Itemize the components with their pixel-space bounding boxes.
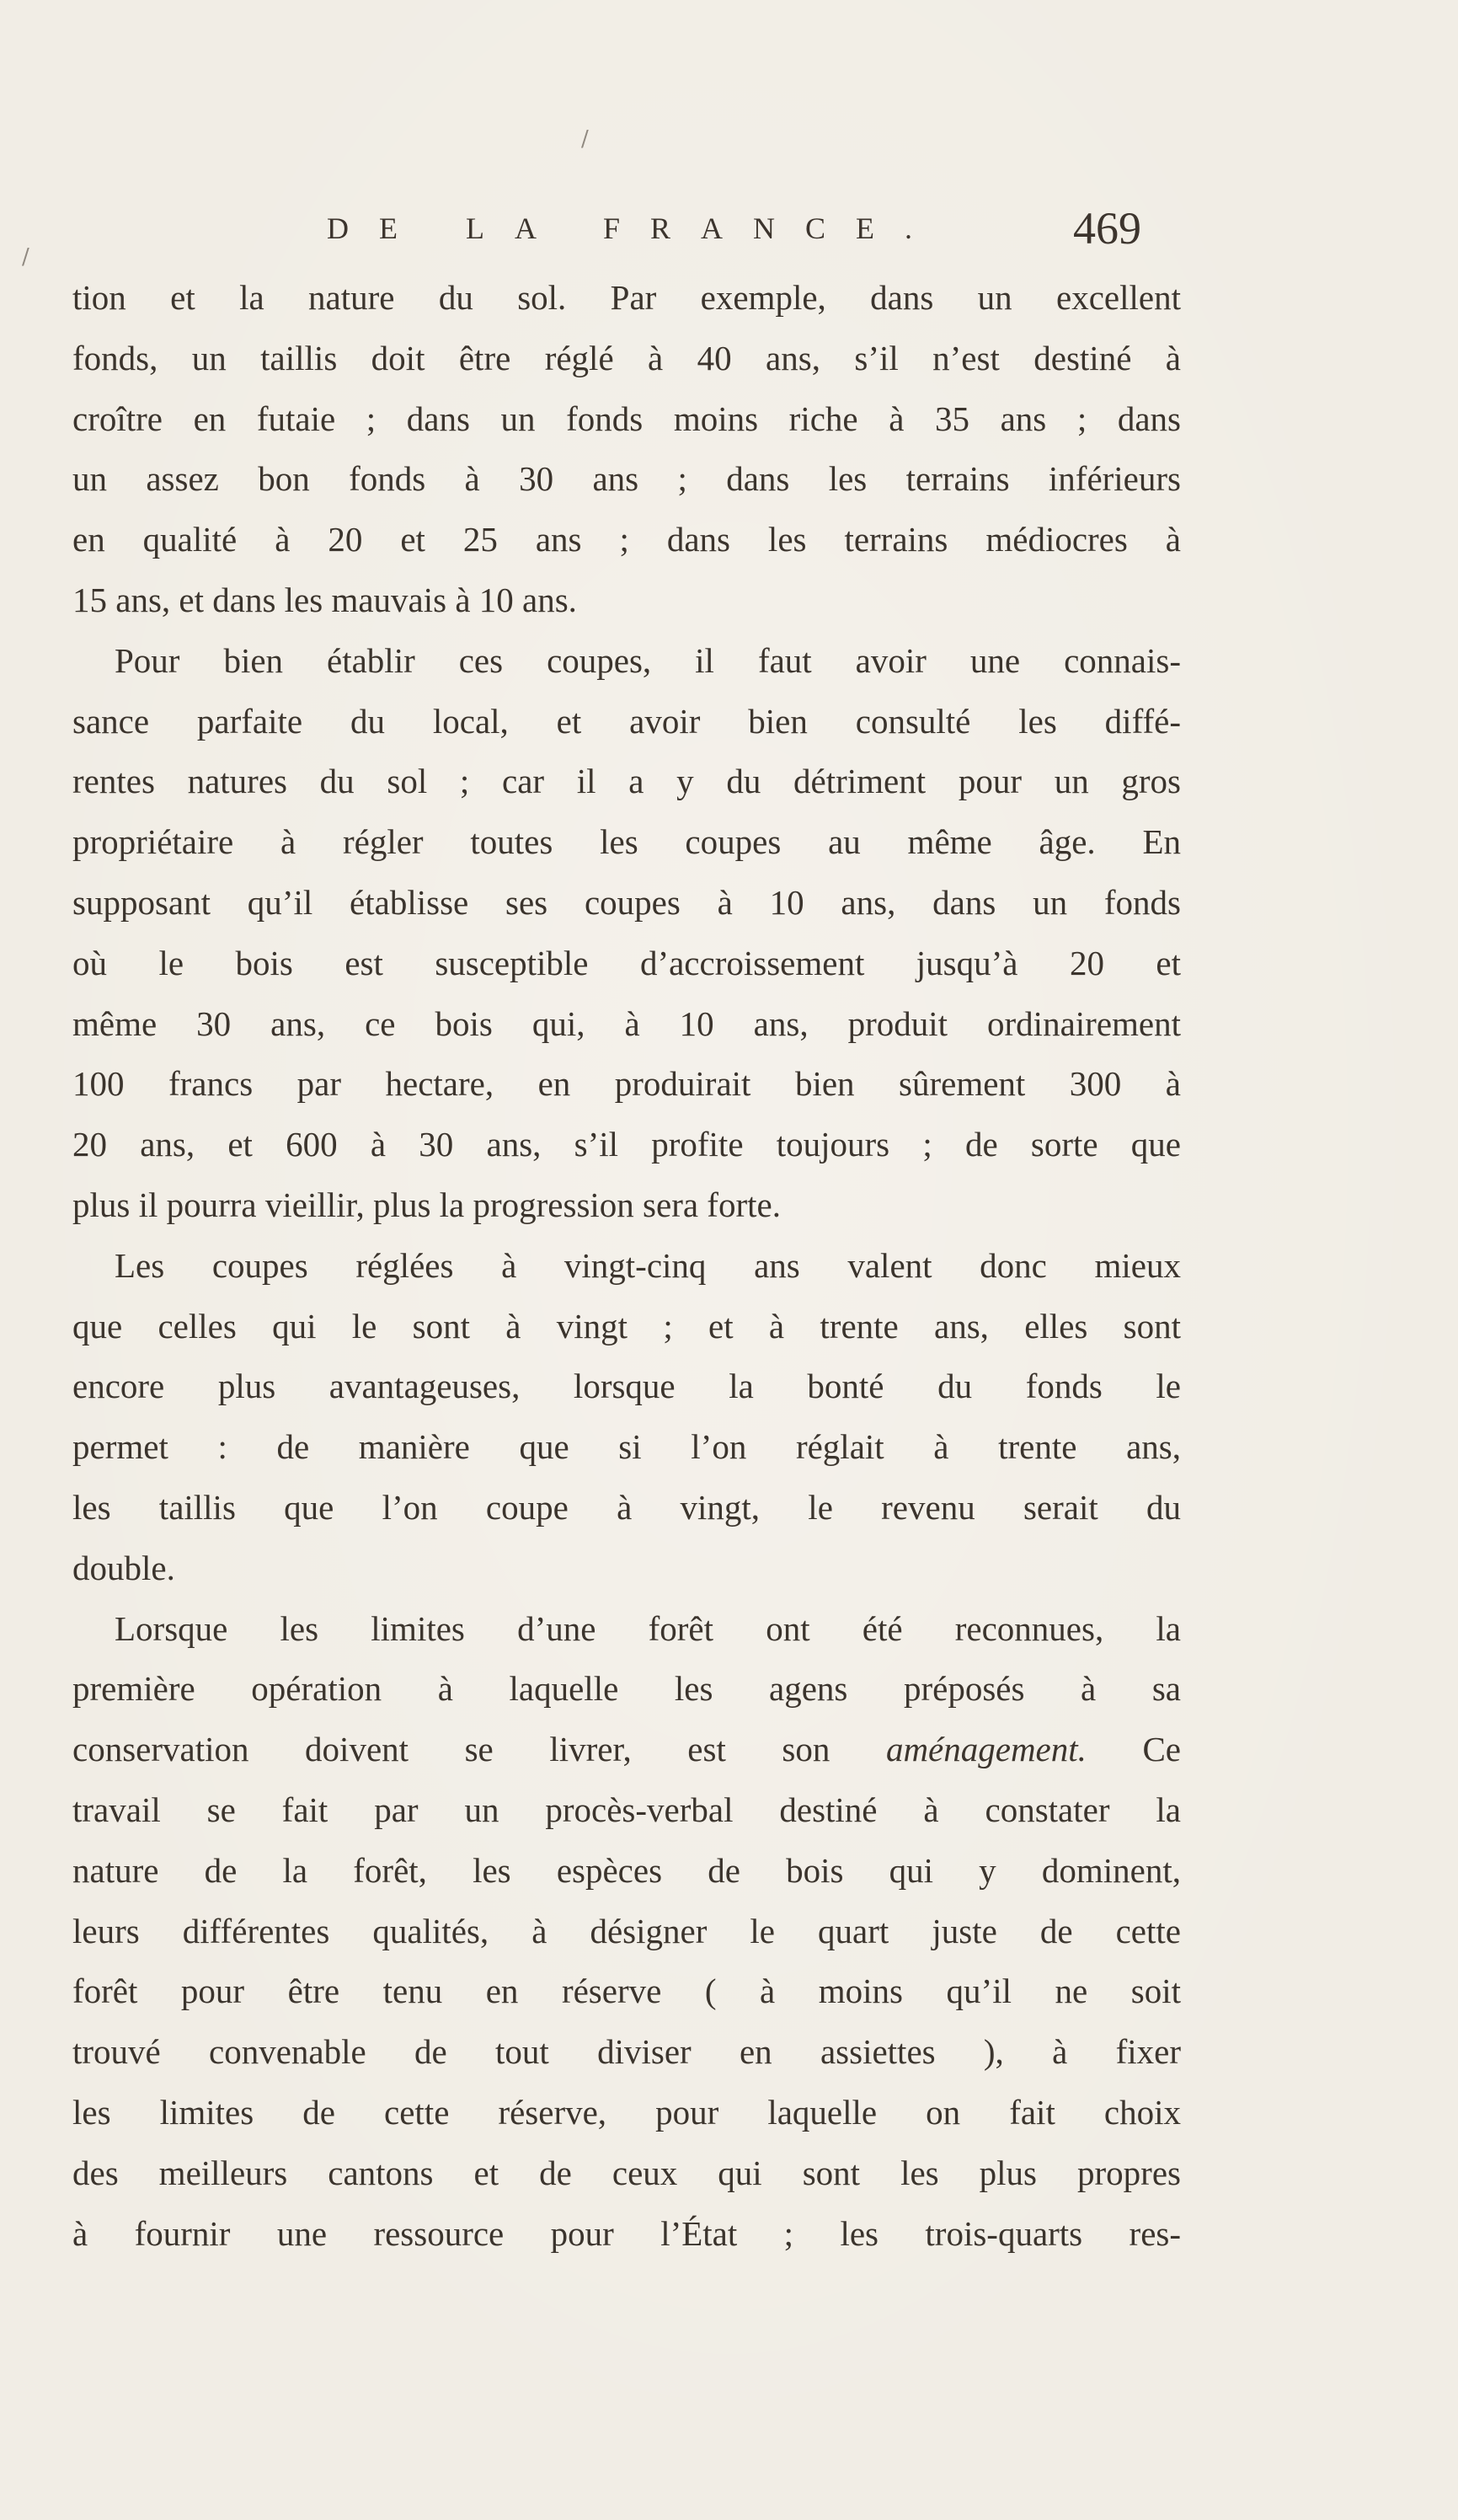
- text-run: conservation doivent se livrer, est son: [72, 1730, 886, 1769]
- text-line: 20 ans, et 600 à 30 ans, s’il profite toujours ; de sorte que: [72, 1125, 1181, 1164]
- stray-mark-top: /: [581, 126, 589, 152]
- text-line: forêt pour être tenu en réserve ( à moins qu’il ne soit: [72, 1972, 1181, 2011]
- stray-mark-left: /: [22, 244, 29, 270]
- text-line: leurs différentes qualités, à désigner le quart juste de cette: [72, 1911, 1181, 1950]
- text-line: première opération à laquelle les agens préposés à sa: [72, 1669, 1181, 1709]
- text-line: sance parfaite du local, et avoir bien consulté les diffé-: [72, 701, 1181, 741]
- text-line: double.: [72, 1548, 175, 1587]
- page-number: 469: [1073, 203, 1141, 254]
- text-line: des meilleurs cantons et de ceux qui sont les plus propres: [72, 2153, 1181, 2192]
- text-line: encore plus avantageuses, lorsque la bonté du fonds le: [72, 1367, 1181, 1406]
- text-line: à fournir une ressource pour l’État ; les trois-quarts res-: [72, 2213, 1181, 2253]
- text-line: rentes natures du sol ; car il a y du détriment pour un gros: [72, 762, 1181, 801]
- italic-term: aménagement.: [885, 1730, 1087, 1769]
- text-line: croître en futaie ; dans un fonds moins riche à 35 ans ; dans: [72, 399, 1181, 438]
- text-line: trouvé convenable de tout diviser en assiettes ), à fixer: [72, 2032, 1181, 2072]
- running-head: [74, 202, 1169, 261]
- text-line: propriétaire à régler toutes les coupes au même âge. En: [72, 822, 1181, 862]
- text-line: Les coupes réglées à vingt-cinq ans valent donc mieux: [115, 1245, 1181, 1285]
- text-line: plus il pourra vieillir, plus la progression sera forte.: [72, 1185, 781, 1224]
- text-line-with-italic: [72, 1720, 1181, 1780]
- text-line: où le bois est susceptible d’accroissement jusqu’à 20 et: [72, 943, 1181, 982]
- text-line: en qualité à 20 et 25 ans ; dans les terrains médiocres à: [72, 520, 1181, 559]
- body-text: [72, 268, 1181, 2264]
- text-run: Ce: [1086, 1730, 1182, 1769]
- text-line: nature de la forêt, les espèces de bois qui y dominent,: [72, 1850, 1181, 1890]
- text-line: tion et la nature du sol. Par exemple, dans un excellent: [72, 278, 1181, 317]
- text-line: que celles qui le sont à vingt ; et à trente ans, elles sont: [72, 1306, 1181, 1346]
- text-line: travail se fait par un procès-verbal destiné à constater la: [72, 1790, 1181, 1829]
- text-line: les limites de cette réserve, pour laquelle on fait choix: [72, 2092, 1181, 2132]
- text-line: Pour bien établir ces coupes, il faut avoir une connais-: [115, 640, 1181, 680]
- text-line: un assez bon fonds à 30 ans ; dans les terrains inférieurs: [72, 459, 1181, 499]
- text-line: Lorsque les limites d’une forêt ont été reconnues, la: [115, 1608, 1181, 1648]
- text-line: fonds, un taillis doit être réglé à 40 ans, s’il n’est destiné à: [72, 338, 1181, 377]
- text-line: supposant qu’il établisse ses coupes à 10 ans, dans un fonds: [72, 882, 1181, 922]
- running-title: DE LA FRANCE.: [327, 211, 943, 245]
- text-line: les taillis que l’on coupe à vingt, le revenu serait du: [72, 1487, 1181, 1527]
- text-line: permet : de manière que si l’on réglait à trente ans,: [72, 1427, 1181, 1467]
- text-line: 15 ans, et dans les mauvais à 10 ans.: [72, 580, 577, 619]
- text-line: 100 francs par hectare, en produirait bien sûrement 300 à: [72, 1064, 1181, 1104]
- text-line: même 30 ans, ce bois qui, à 10 ans, produit ordinairement: [72, 1003, 1181, 1043]
